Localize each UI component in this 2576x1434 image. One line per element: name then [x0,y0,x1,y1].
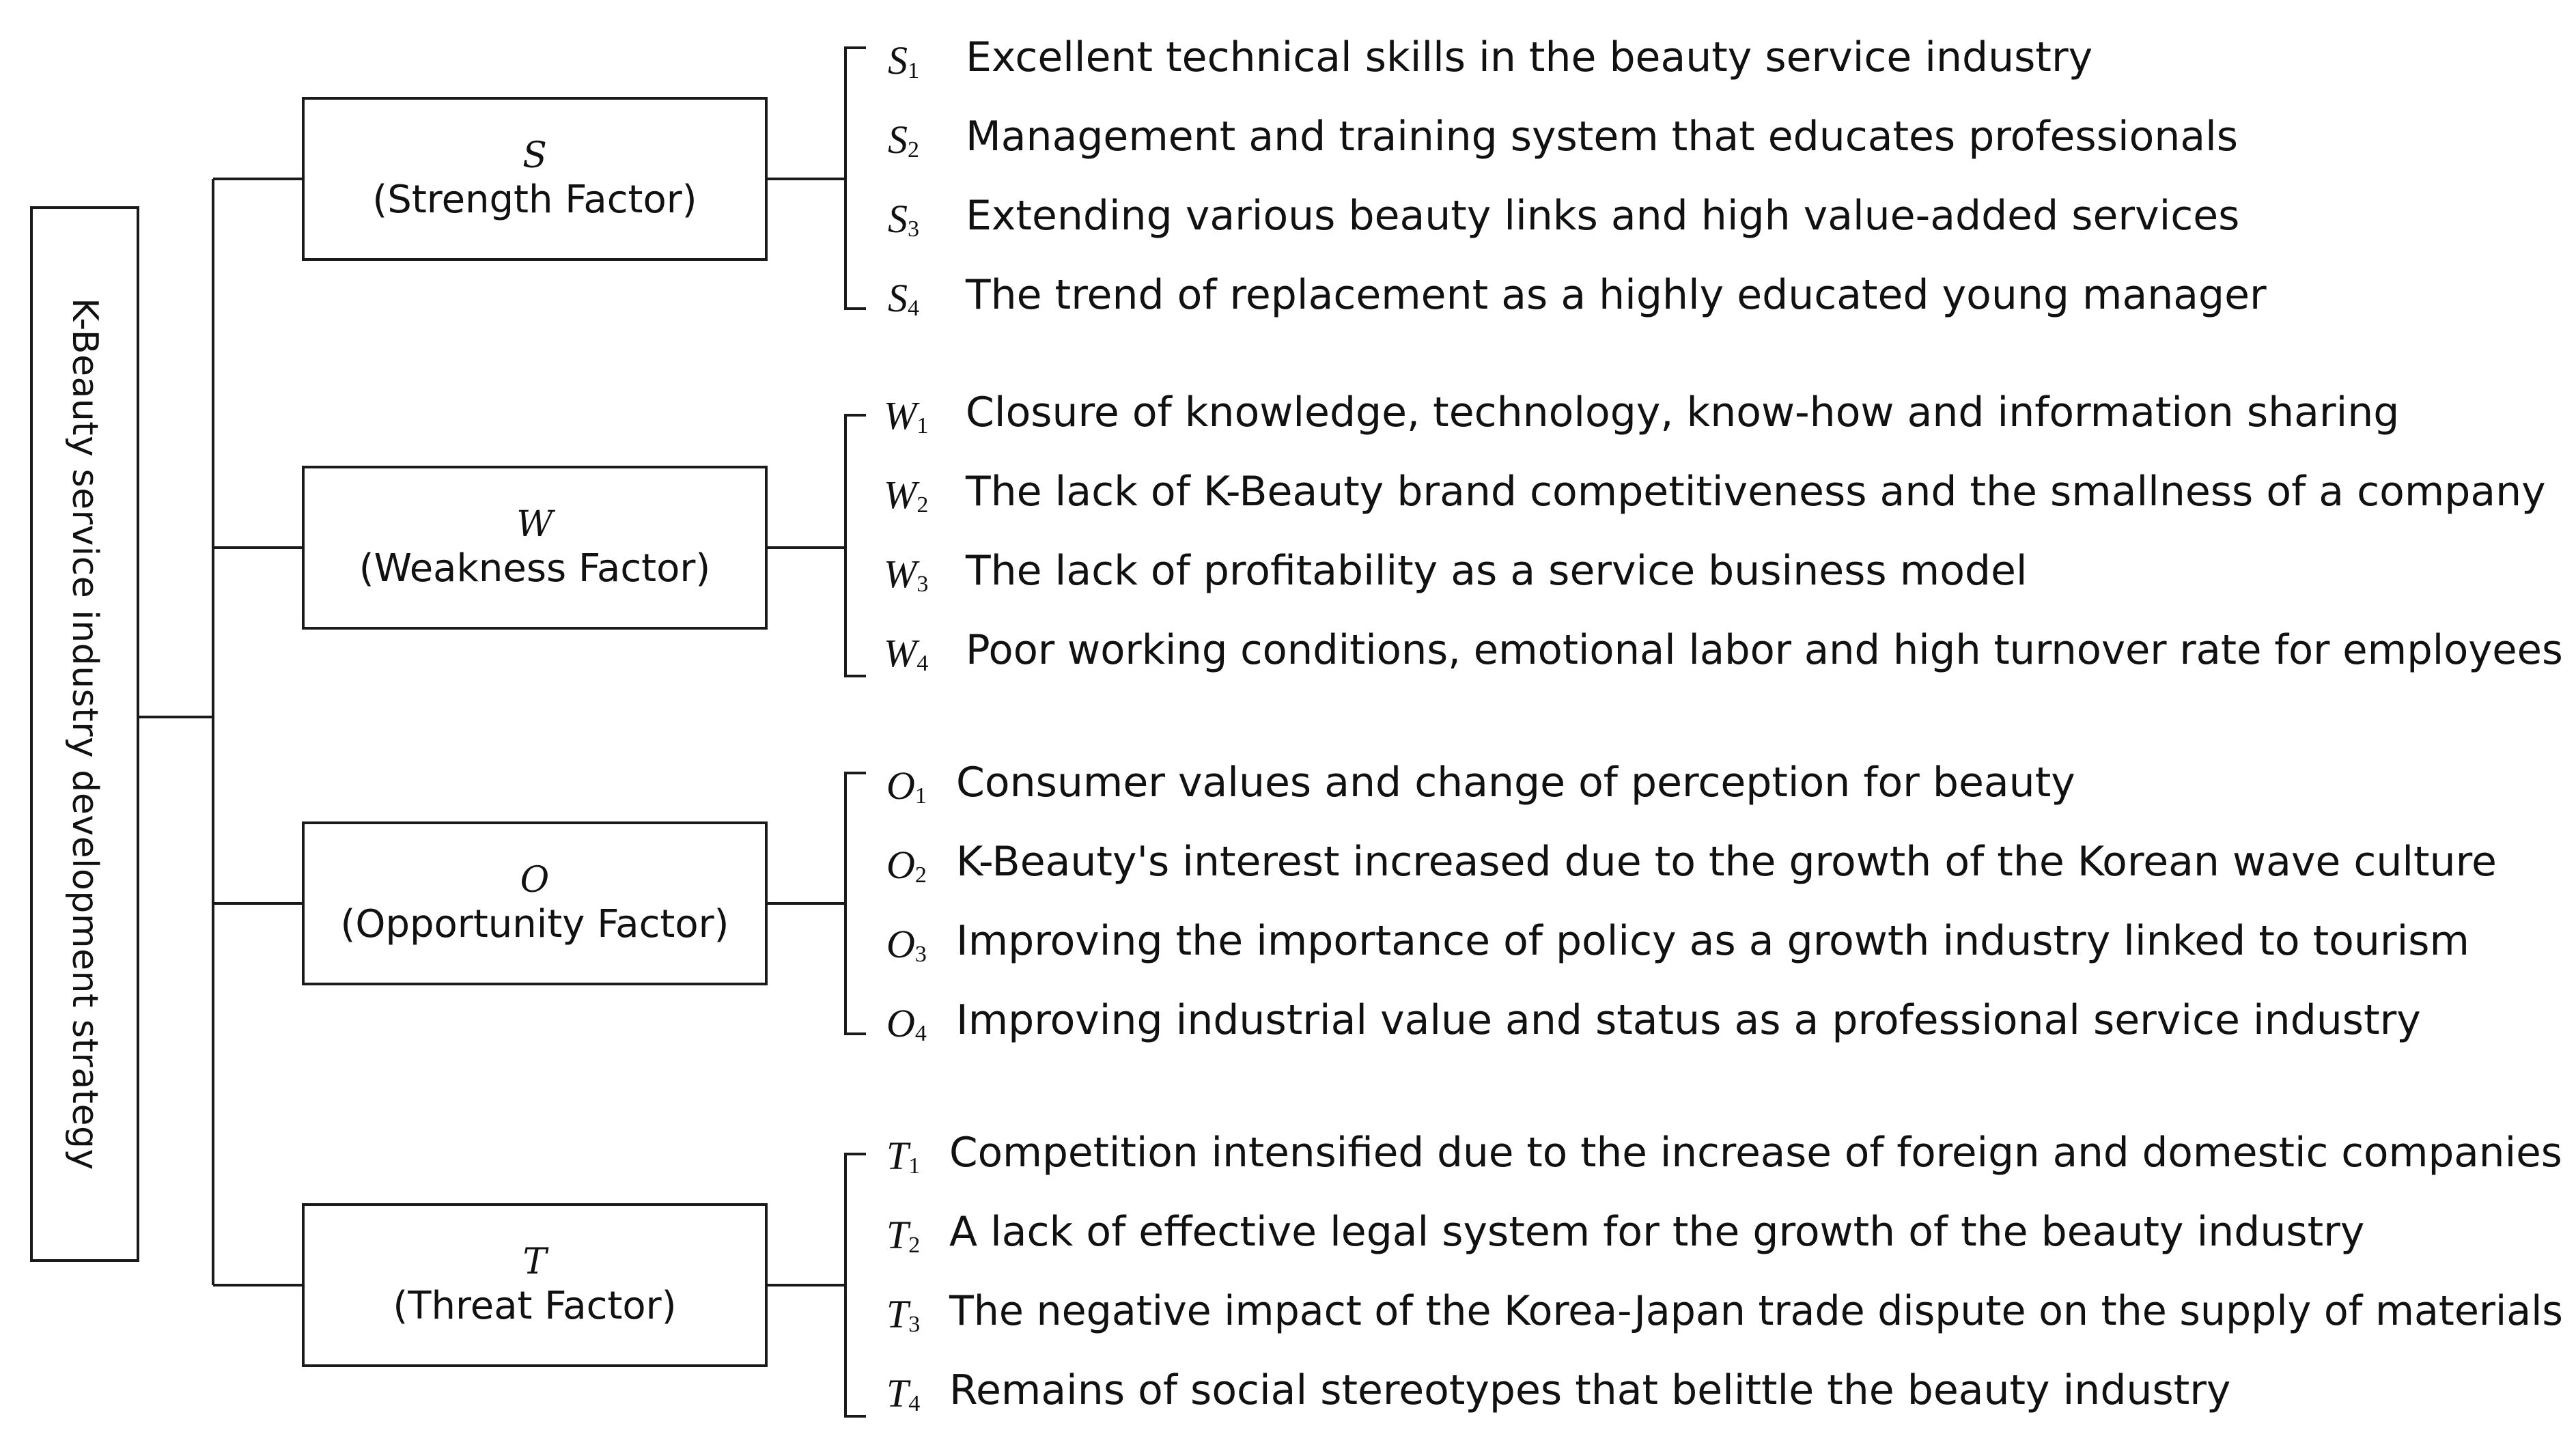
threat-item-4: Remains of social stereotypes that belittle the beauty industry [949,1366,2231,1414]
threat-item-3: The negative impact of the Korea-Japan trade dispute on the supply of materials [949,1287,2563,1335]
bracket-t [845,1154,866,1416]
item-code: $T_4$ [886,1371,921,1416]
opportunity-letter: O [520,860,550,901]
threat-item-1: Competition intensified due to the increase of foreign and domestic companies [949,1129,2562,1177]
strength-factor-box [302,97,768,261]
root-strategy-title: K-Beauty service industry development strategy [64,298,105,1170]
strength-item-4: The trend of replacement as a highly educated young manager [966,271,2267,319]
item-code: $S_1$ [888,38,919,83]
opportunity-label: (Opportunity Factor) [340,901,729,946]
strength-item-2: Management and training system that educates professionals [966,113,2239,160]
bracket-o [845,773,866,1034]
opportunity-factor-box [302,821,768,985]
weakness-item-1: Closure of knowledge, technology, know-how and information sharing [966,389,2400,436]
item-code: $O_2$ [886,843,927,888]
weakness-item-4: Poor working conditions, emotional labor and high turnover rate for employees [966,626,2563,674]
item-code: $O_3$ [886,922,927,967]
opportunity-item-1: Consumer values and change of perception for beauty [956,759,2075,806]
weakness-item-3: The lack of profitability as a service business model [966,547,2028,595]
opportunity-item-3: Improving the importance of policy as a growth industry linked to tourism [956,917,2469,965]
item-code: $T_1$ [886,1134,921,1179]
item-code: $T_2$ [886,1213,921,1258]
item-code: $S_2$ [888,117,919,163]
item-code: $T_3$ [886,1292,921,1337]
item-code: $W_3$ [884,552,929,597]
item-code: $W_2$ [884,473,929,518]
strength-item-1: Excellent technical skills in the beauty service industry [966,33,2093,81]
opportunity-item-2: K-Beauty's interest increased due to the growth of the Korean wave culture [956,838,2497,886]
weakness-letter: W [516,504,553,546]
item-code: $O_4$ [886,1001,927,1046]
weakness-label: (Weakness Factor) [359,546,711,591]
item-code: $W_1$ [884,393,929,438]
item-code: $O_1$ [886,763,927,809]
threat-factor-box [302,1203,768,1367]
threat-letter: T [522,1241,547,1283]
item-code: $W_4$ [884,631,929,676]
strength-label: (Strength Factor) [372,177,697,222]
threat-item-2: A lack of effective legal system for the growth of the beauty industry [949,1208,2365,1256]
item-code: $S_4$ [888,276,919,321]
strength-item-3: Extending various beauty links and high value-added services [966,192,2240,240]
bracket-w [845,415,866,676]
weakness-item-2: The lack of K-Beauty brand competitiveness and the smallness of a company [966,468,2546,516]
weakness-factor-box [302,466,768,630]
threat-label: (Threat Factor) [393,1283,677,1328]
strength-letter: S [522,135,547,177]
item-code: $S_3$ [888,197,919,242]
bracket-s [845,48,866,309]
opportunity-item-4: Improving industrial value and status as a professional service industry [956,996,2421,1044]
